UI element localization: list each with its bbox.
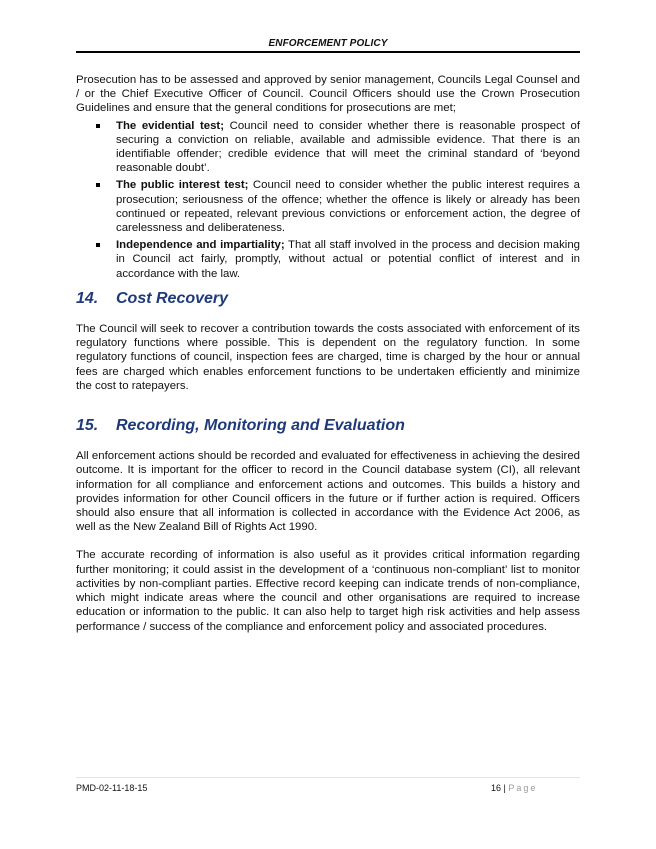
recording-paragraph-2: The accurate recording of information is also useful as it provides critical information regarding further monitoring; it could assist in the development of a ‘continuous non-compliant’ list to monitor activities by non-compliant parties. Effective record keeping can indicate trends of non-compliance, which might indicate areas where the council and other organisations are required to increase education or information to the public. It can also help to target high risk activities and help assess performance / success of the compliance and enforcement policy and associated procedures. (76, 549, 580, 633)
footer-divider (76, 777, 580, 778)
bullet-term: Independence and impartiality; (116, 239, 285, 252)
bullet-term: The evidential test; (116, 119, 225, 132)
list-item (76, 238, 580, 281)
bullet-text: That all staff involved in the process and decision making in Council act fairly, promptly, without actual or potential conflict of interest and in accordance with the law. (116, 239, 580, 280)
section-title: Recording, Monitoring and Evaluation (116, 417, 405, 435)
bullet-text: Council need to consider whether the public interest requires a prosecution; seriousness of the offence; whether the offence is likely or already has been continued or repeated, relevant previous convictions or enforcement action, the degree of carelessness and deliberateness. (116, 179, 580, 235)
document-code: PMD-02-11-18-15 (76, 783, 148, 793)
bullet-marker-icon (96, 243, 100, 247)
prosecution-conditions-list (76, 119, 580, 281)
bullet-marker-icon (96, 124, 100, 128)
cost-recovery-paragraph: The Council will seek to recover a contribution towards the costs associated with enforcement of its regulatory functions where possible. This is dependent on the regulatory function. In some regulatory functions of council, inspection fees are charged, time is charged by the hour or annual fees are charged which enables enforcement functions to be undertaken efficiently and minimize the cost to ratepayers. (76, 323, 580, 392)
section-title: Cost Recovery (116, 289, 229, 307)
recording-paragraph-1: All enforcement actions should be recorded and evaluated for effectiveness in achieving the desired outcome. It is important for the officer to record in the Council database system (CI), all relevant information for all compliance and enforcement actions and outcomes. This builds a history and provides information for other Council officers in the future or if further action is required. Officers should also ensure that all information is collected in accordance with the Evidence Act 2006, as well as the New Zealand Bill of Rights Act 1990. (76, 450, 580, 534)
section-number: 15. (76, 417, 99, 435)
intro-paragraph: Prosecution has to be assessed and approved by senior management, Councils Legal Counsel and / or the Chief Executive Officer of Council. Council Officers should use the Crown Prosecution Guidelines and ensure that the general conditions for prosecutions are met; (76, 74, 580, 115)
section-14-heading (76, 289, 580, 307)
bullet-text: Council need to consider whether there is reasonable prospect of securing a conviction on reliable, available and admissible evidence. That there is an identifiable offender; credible evidence that will meet the criminal standard of ‘beyond reasonable doubt’. (116, 119, 580, 175)
list-item (76, 119, 580, 176)
page-indicator (491, 783, 537, 793)
section-15-heading (76, 419, 580, 433)
page-separator: | (503, 783, 506, 793)
page-label: Page (508, 783, 538, 793)
list-item (76, 178, 580, 235)
header-divider (76, 51, 580, 53)
bullet-term: The public interest test; (116, 179, 249, 192)
page-number: 16 (491, 783, 502, 793)
bullet-marker-icon (96, 183, 100, 187)
section-number: 14. (76, 289, 99, 307)
document-header-title: ENFORCEMENT POLICY (268, 38, 388, 49)
page-content (76, 73, 580, 634)
